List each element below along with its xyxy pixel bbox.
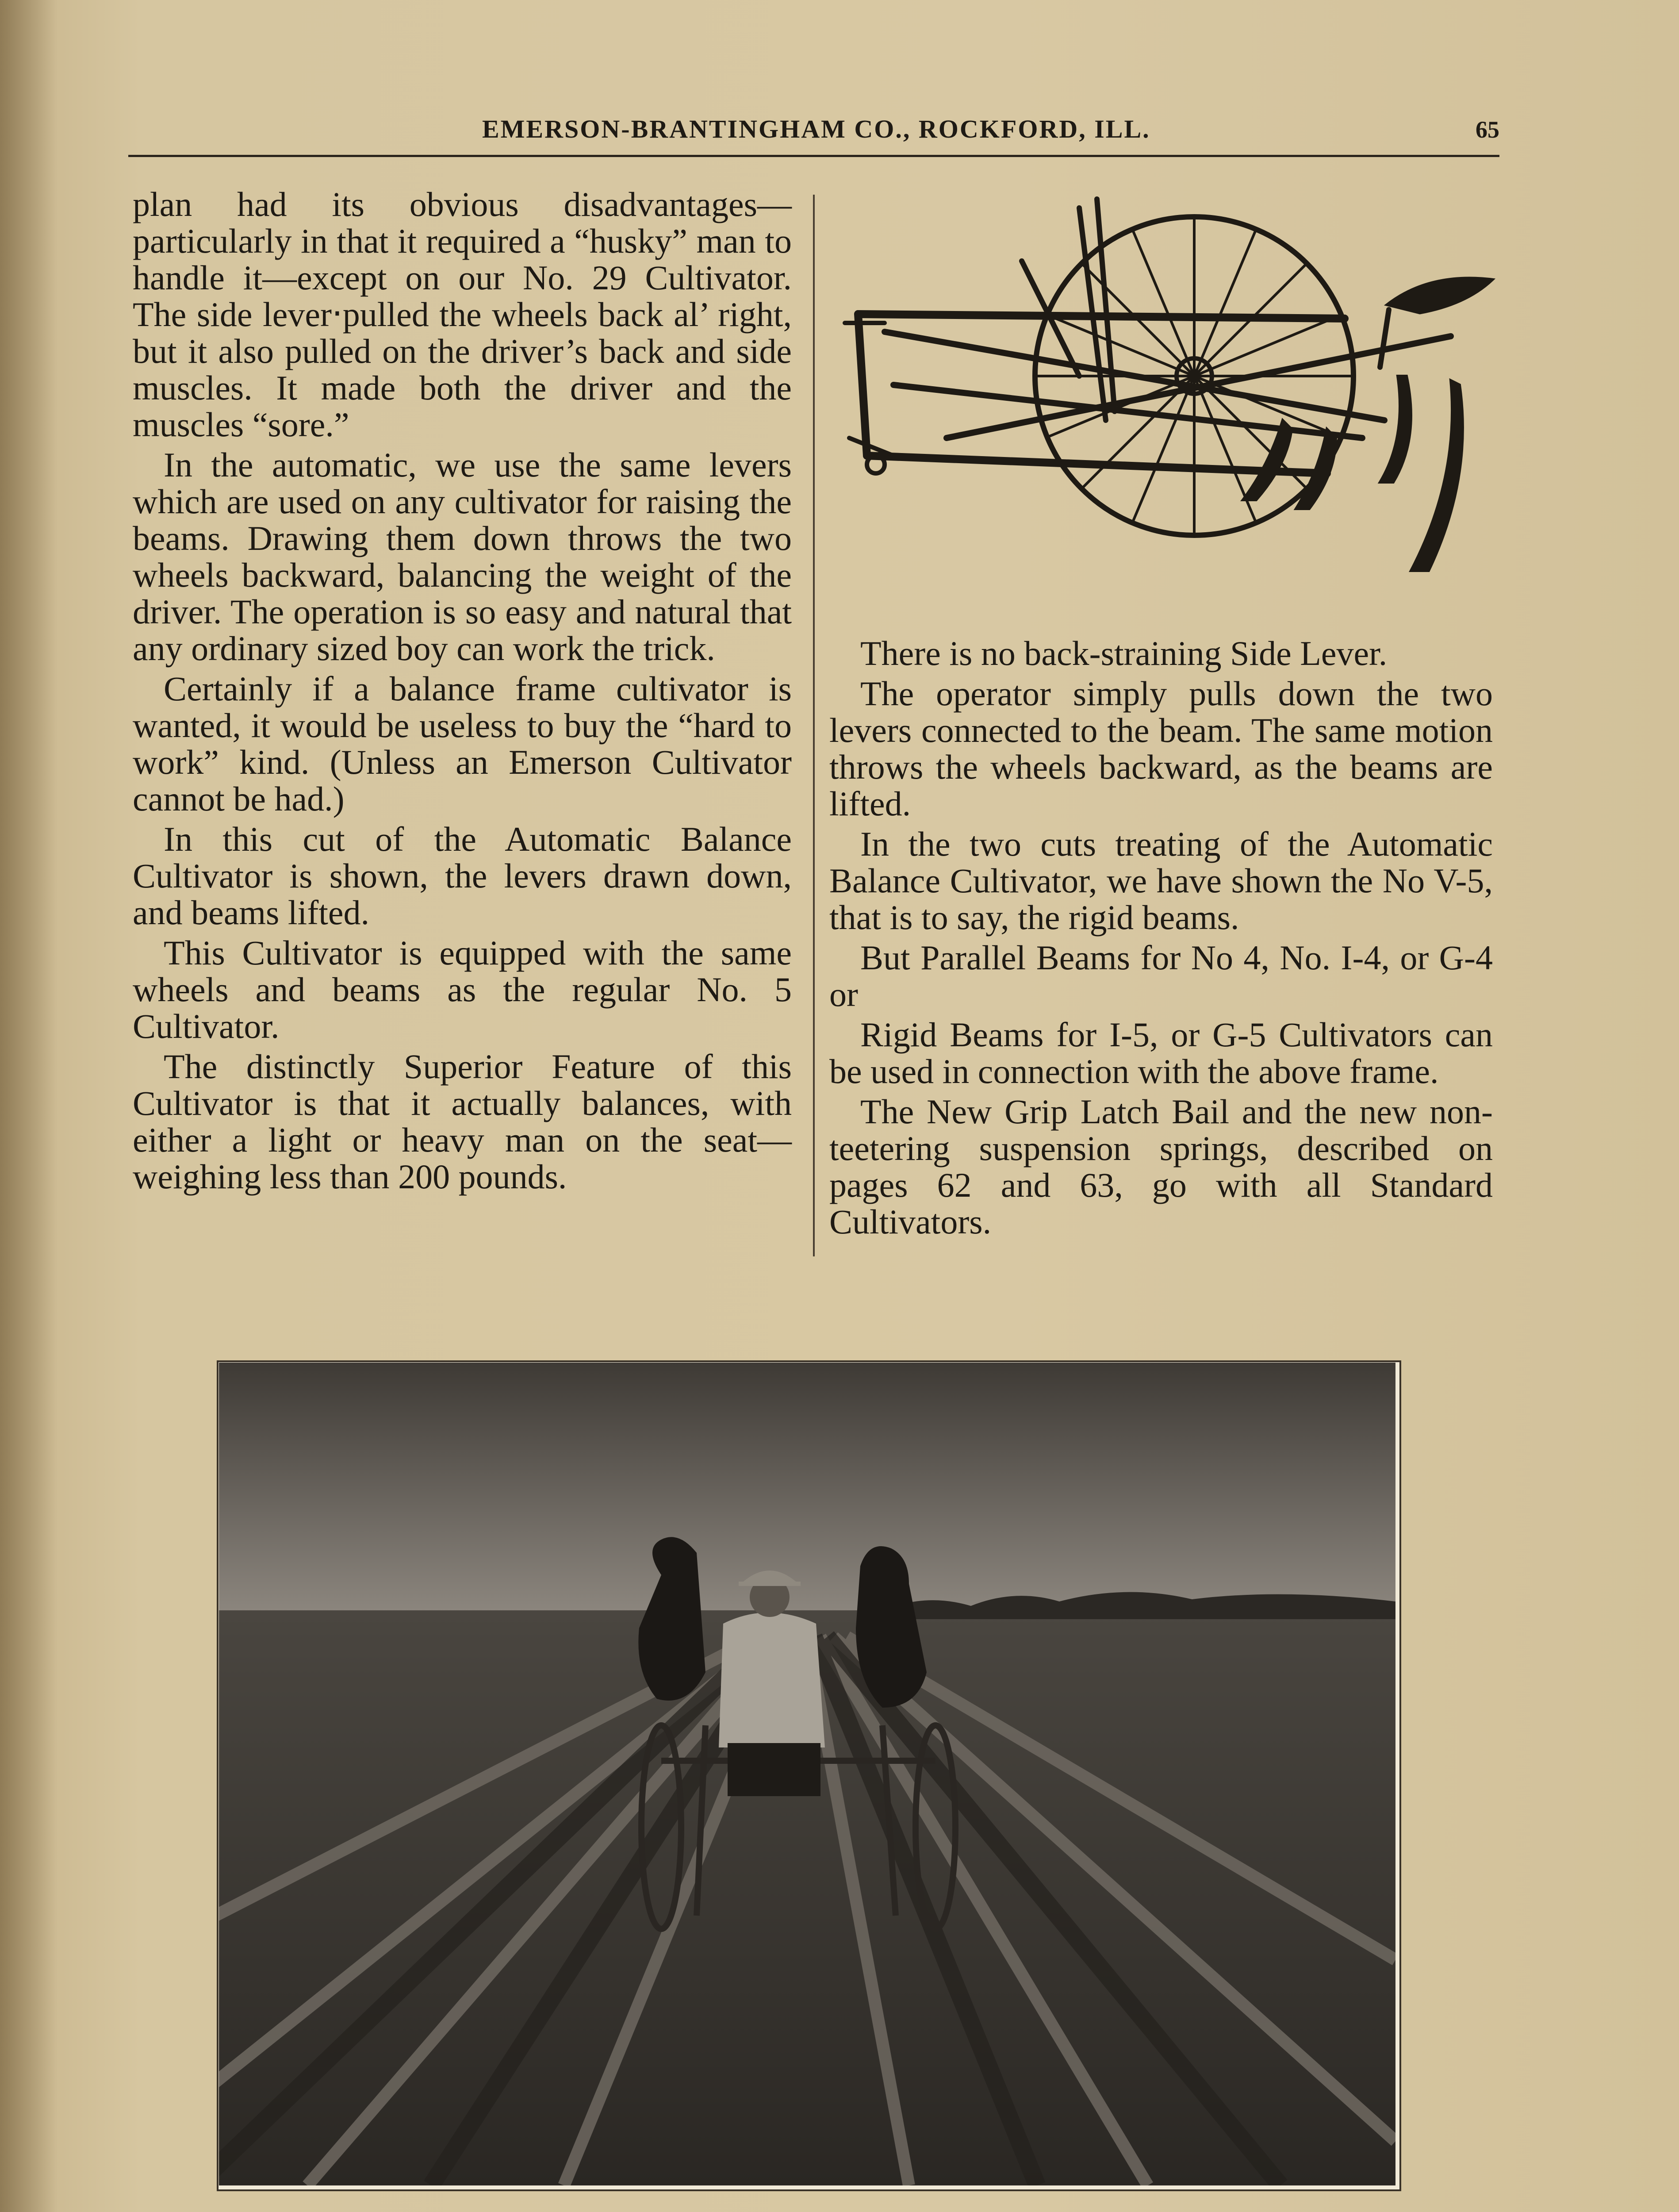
left-paragraph-4: In this cut of the Automatic Balance Cultivator is shown, the levers drawn down, and beams lifted. bbox=[133, 820, 792, 932]
header-title: EMERSON-BRANTINGHAM CO., ROCKFORD, ILL. bbox=[482, 115, 1150, 143]
running-header bbox=[128, 106, 1499, 157]
left-paragraph-5: This Cultivator is equipped with the same wheels and beams as the regular No. 5 Cultivator. bbox=[133, 933, 792, 1045]
right-column bbox=[829, 635, 1493, 1244]
right-paragraph-3: In the two cuts treating of the Automatic Balance Cultivator, we have shown the No V-5, that is to say, the rigid beams. bbox=[829, 825, 1493, 937]
page-number: 65 bbox=[1476, 116, 1499, 143]
left-paragraph-1: plan had its obvious disadvantages—particularly in that it required a “husky” man to handle it—except on our No. 29 Cultivator. The side lever‧pulled the wheels back al’ right, but it also pulled on the driver’s back and side muscles. It made both the driver and the muscles “sore.” bbox=[133, 185, 792, 444]
right-paragraph-1: There is no back-straining Side Lever. bbox=[860, 634, 1388, 672]
right-paragraph-6: The New Grip Latch Bail and the new non-teetering suspension springs, described on pages 62 and 63, go with all Standard Cultivators. bbox=[829, 1092, 1493, 1241]
photo-sky bbox=[219, 1363, 1395, 1619]
left-paragraph-6: The distinctly Superior Feature of this Cultivator is that it actually balances, with either a light or heavy man on the seat—weighing less than 200 pounds. bbox=[133, 1047, 792, 1196]
gutter-shadow bbox=[0, 0, 58, 2212]
cultivator-illustration bbox=[832, 190, 1504, 611]
left-paragraph-3: Certainly if a balance frame cultivator is wanted, it would be useless to buy the “hard to work” kind. (Unless an Emerson Cultivator cannot be had.) bbox=[133, 669, 792, 818]
column-divider bbox=[813, 195, 815, 1256]
right-paragraph-5: Rigid Beams for I-5, or G-5 Cultivators can be used in connection with the above frame. bbox=[829, 1015, 1493, 1091]
right-paragraph-2: The operator simply pulls down the two levers connected to the beam. The same motion throws the wheels backward, as the beams are lifted. bbox=[829, 674, 1493, 823]
right-paragraph-4: But Parallel Beams for No 4, No. I-4, or G-4 or bbox=[829, 938, 1493, 1014]
left-column bbox=[133, 186, 792, 1198]
photo-driver-coat bbox=[719, 1613, 825, 1747]
left-paragraph-2: In the automatic, we use the same levers which are used on any cultivator for raising the beams. Drawing them down throws the two wheels backward, balancing the weight of the driver. The operation is so easy and natural that any ordinary sized boy can work the trick. bbox=[133, 445, 792, 668]
field-photograph bbox=[219, 1363, 1395, 2185]
